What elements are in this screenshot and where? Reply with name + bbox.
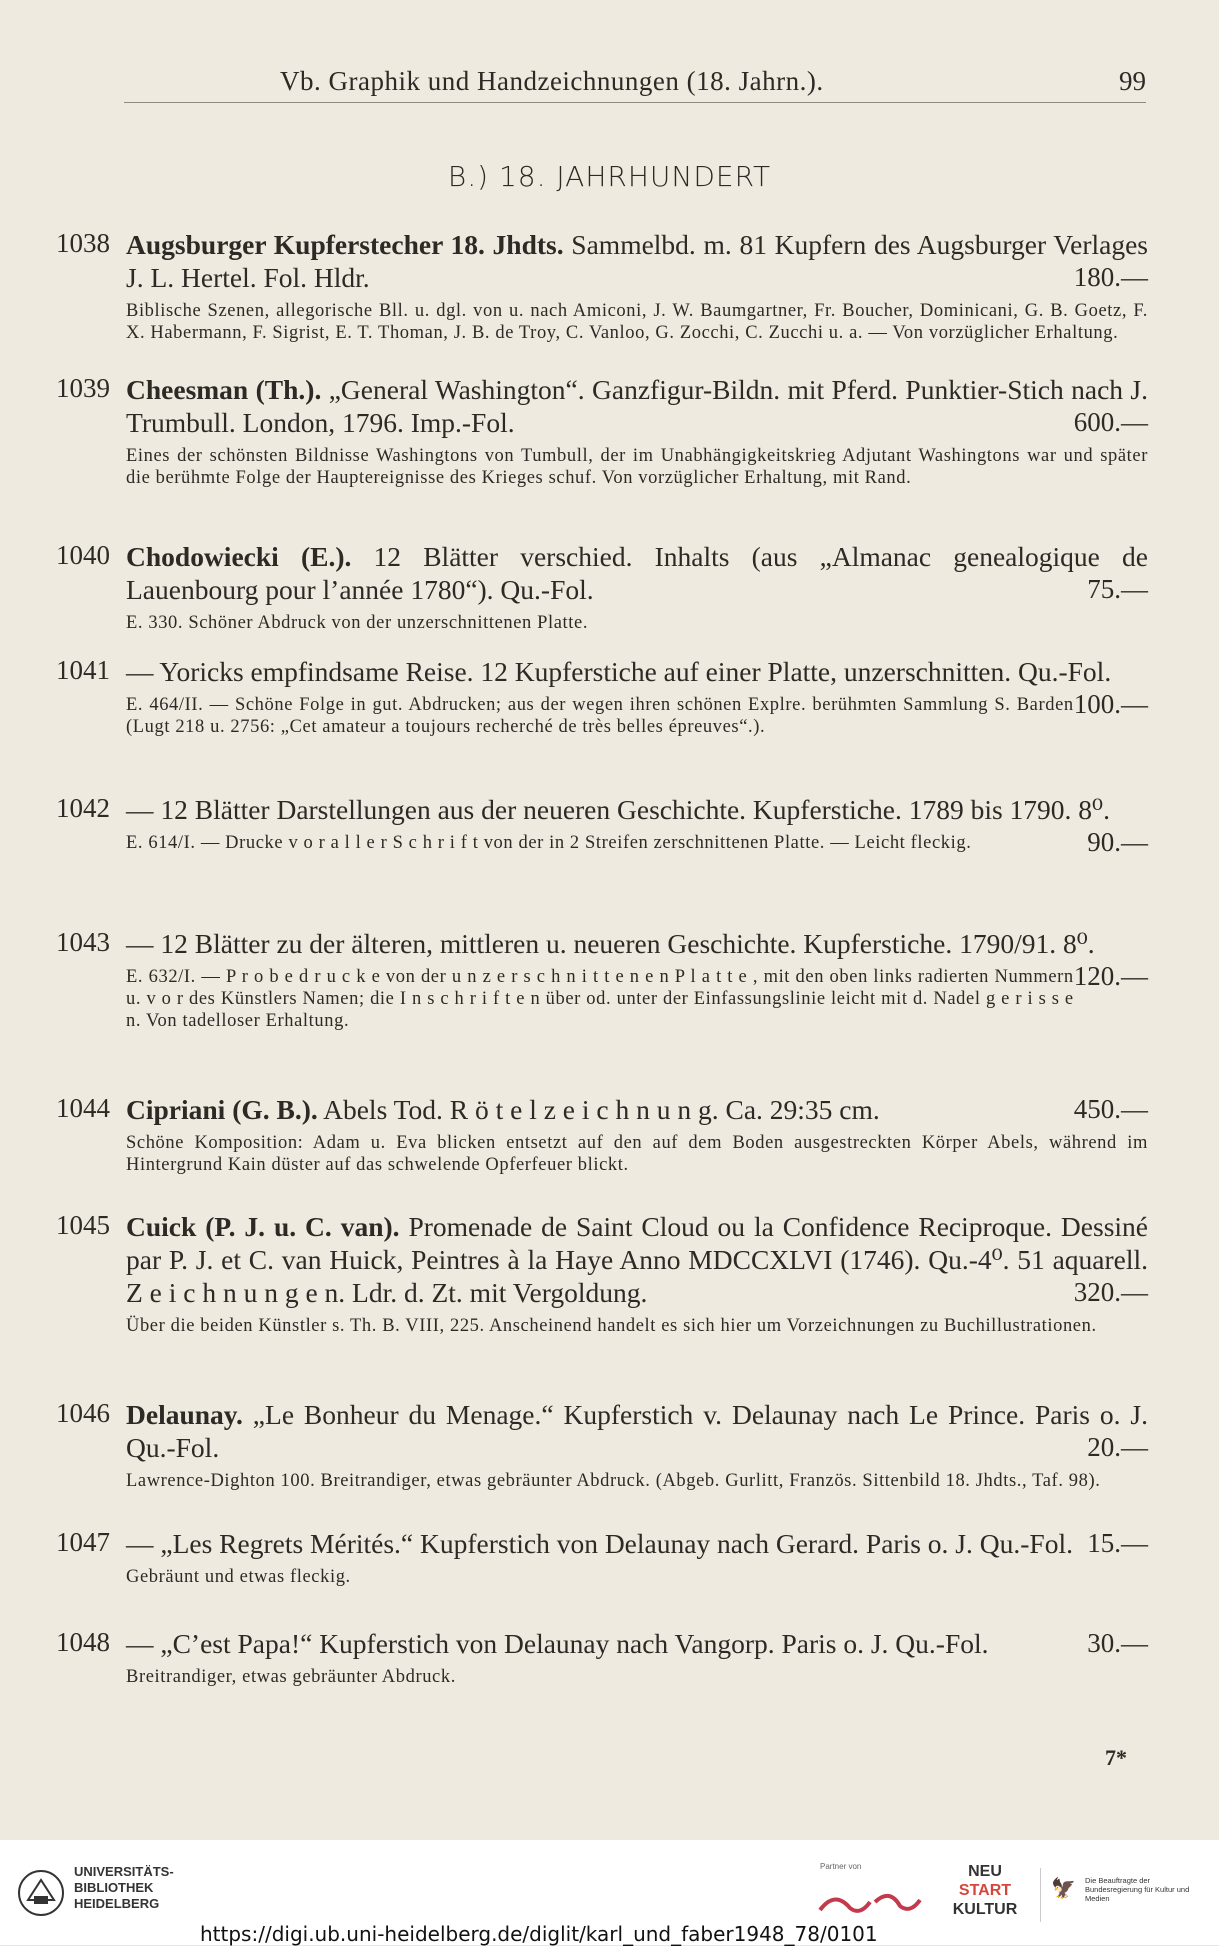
entry-main: [126, 1627, 1148, 1660]
entry-note: Biblische Szenen, allegorische Bll. u. dgl. von u. nach Amiconi, J. W. Baumgartner, Fr. Boucher, Dominicani, G. B. Goetz, F. X. Habermann, F. Sigrist, E. T. Thoman, J. B. de Troy, C. Vanloo, G. Zocchi, C. Zucchi u. a. — Von vorzüglicher Erhaltung.: [126, 301, 1148, 343]
entry-main: [126, 1398, 1148, 1464]
entry-artist: Cipriani (G. B.).: [126, 1094, 318, 1125]
entry-description: — 12 Blätter Darstellungen aus der neueren Geschichte. Kupferstiche. 1789 bis 1790. 8⁰.: [126, 794, 1110, 825]
bkm-logo: [1040, 1868, 1211, 1922]
federal-eagle-icon: 🦅: [1051, 1878, 1076, 1900]
entry-price: 100.—: [1073, 689, 1148, 719]
running-head-title: Vb. Graphik und Handzeichnungen (18. Jahrn.).: [280, 66, 824, 96]
entry-number: 1041: [56, 655, 110, 685]
entry-description: 12 Blätter verschied. Inhalts (aus „Almanac genealogique de Lauenbourg pour l’année 1780“). Qu.-Fol.: [126, 541, 1148, 605]
library-line: HEIDELBERG: [74, 1896, 160, 1911]
entry-main: [126, 540, 1148, 606]
entry-note: E. 614/I. — Drucke v o r a l l e r S c h r i f t von der in 2 Streifen zerschnittenen Platte. — Leicht fleckig.: [126, 833, 972, 853]
running-head: [124, 66, 1146, 103]
catalogue-entry: [56, 1627, 1148, 1688]
entry-main: [126, 927, 1148, 991]
entry-number: 1045: [56, 1210, 110, 1240]
entry-description: — „C’est Papa!“ Kupferstich von Delaunay nach Vangorp. Paris o. J. Qu.-Fol.: [126, 1628, 989, 1659]
neustart-kultur-logo: [950, 1862, 1020, 1924]
catalogue-entry: [56, 1527, 1148, 1588]
entry-artist: Chodowiecki (E.).: [126, 541, 352, 572]
entry-description: — „Les Regrets Mérités.“ Kupferstich von Delaunay nach Gerard. Paris o. J. Qu.-Fol.: [126, 1528, 1073, 1559]
entry-artist: Cuick (P. J. u. C. van).: [126, 1211, 400, 1242]
entry-price: 15.—: [1087, 1528, 1148, 1558]
entry-main: [126, 228, 1148, 294]
entry-number: 1040: [56, 540, 110, 570]
partner-label: Partner von: [820, 1862, 862, 1871]
catalogue-entry: [56, 1398, 1148, 1492]
university-library-logo-icon: [16, 1868, 66, 1918]
entry-description: Sammelbd. m. 81 Kupfern des Augsburger Verlages J. L. Hertel. Fol. Hldr.: [126, 229, 1148, 293]
entry-number: 1048: [56, 1627, 110, 1657]
entry-price: 90.—: [1087, 827, 1148, 857]
catalogue-entry: [56, 793, 1148, 859]
entry-note: Eines der schönsten Bildnisse Washingtons von Tumbull, der im Unabhängigkeitskrieg Adjutant Washingtons war und später die berühmte Folge der Hauptereignisse des Krieges schuf. Von vorzüglicher Erhaltung, mit Rand.: [126, 446, 1148, 488]
bkm-text: Die Beauftragte der Bundesregierung für Kultur und Medien: [1085, 1876, 1190, 1903]
entry-main: [126, 1210, 1148, 1309]
entry-note: E. 464/II. — Schöne Folge in gut. Abdrucken; aus der wegen ihren schönen Explre. berühmten Sammlung S. Barden (Lugt 218 u. 2756: „Cet amateur a toujours recherché de très belles épreuves“.).: [126, 695, 1074, 737]
entry-number: 1038: [56, 228, 110, 258]
entry-description: Promenade de Saint Cloud ou la Confidence Reciproque. Dessiné par P. J. et C. van Huick, Peintres à la Haye Anno MDCCXLVI (1746). Qu.-4⁰. 51 aquarell. Z e i c h n u n g e n. Ldr. d. Zt. mit Vergoldung.: [126, 1211, 1148, 1308]
entry-main: [126, 1093, 1148, 1126]
neustart-line: START: [958, 1882, 1012, 1899]
entry-price: 120.—: [1073, 961, 1148, 991]
entry-description: — Yoricks empfindsame Reise. 12 Kupferstiche auf einer Platte, unzerschnitten. Qu.-Fol.: [126, 656, 1112, 687]
permalink-url[interactable]: https://digi.ub.uni-heidelberg.de/diglit/karl_und_faber1948_78/0101: [200, 1922, 878, 1946]
entry-artist: Cheesman (Th.).: [126, 374, 322, 405]
entry-price: 450.—: [1073, 1094, 1148, 1124]
entry-note: Schöne Komposition: Adam u. Eva blicken entsetzt auf den auf dem Boden ausgestreckten Körper Abels, während im Hintergrund Kain düster auf das schwelende Opferfeuer blickt.: [126, 1133, 1148, 1175]
entry-description: „General Washington“. Ganzfigur-Bildn. mit Pferd. Punktier-Stich nach J. Trumbull. London, 1796. Imp.-Fol.: [126, 374, 1148, 438]
entry-price: 180.—: [1073, 262, 1148, 292]
entry-note: Gebräunt und etwas fleckig.: [126, 1567, 351, 1587]
entry-description: Abels Tod. R ö t e l z e i c h n u n g. Ca. 29:35 cm.: [317, 1094, 880, 1125]
library-line: BIBLIOTHEK: [74, 1880, 154, 1895]
library-name: [74, 1864, 174, 1912]
catalogue-entry: [56, 655, 1148, 738]
neustart-line: NEU: [968, 1863, 1002, 1880]
entry-note: Über die beiden Künstler s. Th. B. VIII, 225. Anscheinend handelt es sich hier um Vorzeichnungen zu Buchillustrationen.: [126, 1316, 1097, 1336]
catalogue-entry: [56, 373, 1148, 489]
entry-price: 75.—: [1087, 574, 1148, 604]
library-line: UNIVERSITÄTS-: [74, 1864, 174, 1879]
catalogue-entry: [56, 1093, 1148, 1176]
entry-number: 1044: [56, 1093, 110, 1123]
entry-price: 320.—: [1073, 1277, 1148, 1307]
entry-main: [126, 373, 1148, 439]
entry-description: „Le Bonheur du Menage.“ Kupferstich v. Delaunay nach Le Prince. Paris o. J. Qu.-Fol.: [126, 1399, 1148, 1463]
catalogue-entry: [56, 1210, 1148, 1337]
entry-number: 1042: [56, 793, 110, 823]
entry-main: [126, 1527, 1148, 1560]
section-title: B.) 18. JAHRHUNDERT: [447, 160, 772, 193]
entry-number: 1046: [56, 1398, 110, 1428]
entry-note: E. 330. Schöner Abdruck von der unzerschnittenen Platte.: [126, 613, 589, 633]
entry-note: Breitrandiger, etwas gebräunter Abdruck.: [126, 1667, 456, 1687]
entry-note: Lawrence-Dighton 100. Breitrandiger, etwas gebräunter Abdruck. (Abgeb. Gurlitt, Französ. Sittenbild 18. Jhdts., Taf. 98).: [126, 1471, 1101, 1491]
entry-artist: Augsburger Kupferstecher 18. Jhdts.: [126, 229, 564, 260]
neustart-line: KULTUR: [952, 1901, 1018, 1918]
entry-number: 1039: [56, 373, 110, 403]
catalogue-entry: [56, 228, 1148, 344]
entry-number: 1043: [56, 927, 110, 957]
signature-mark: 7*: [1105, 1745, 1127, 1770]
digital-library-logo-icon: [815, 1880, 925, 1928]
page-number: 99: [1119, 66, 1146, 96]
entry-number: 1047: [56, 1527, 110, 1557]
entry-artist: Delaunay.: [126, 1399, 243, 1430]
catalogue-entry: [56, 540, 1148, 634]
entry-price: 20.—: [1087, 1432, 1148, 1462]
entry-description: — 12 Blätter zu der älteren, mittleren u. neueren Geschichte. Kupferstiche. 1790/91. 8⁰.: [126, 928, 1095, 959]
entry-price: 600.—: [1073, 407, 1148, 437]
entry-price: 30.—: [1087, 1628, 1148, 1658]
entry-note: E. 632/I. — P r o b e d r u c k e von der u n z e r s c h n i t t e n e n P l a t t e , mit den oben links radierten Nummern u. v o r des Künstlers Namen; die I n s c h r i f t e n über od. unter der Einfassungslinie leicht mit d. Nadel g e r i s s e n. Von tadelloser Erhaltung.: [126, 967, 1074, 1031]
catalogue-entry: [56, 927, 1148, 1032]
